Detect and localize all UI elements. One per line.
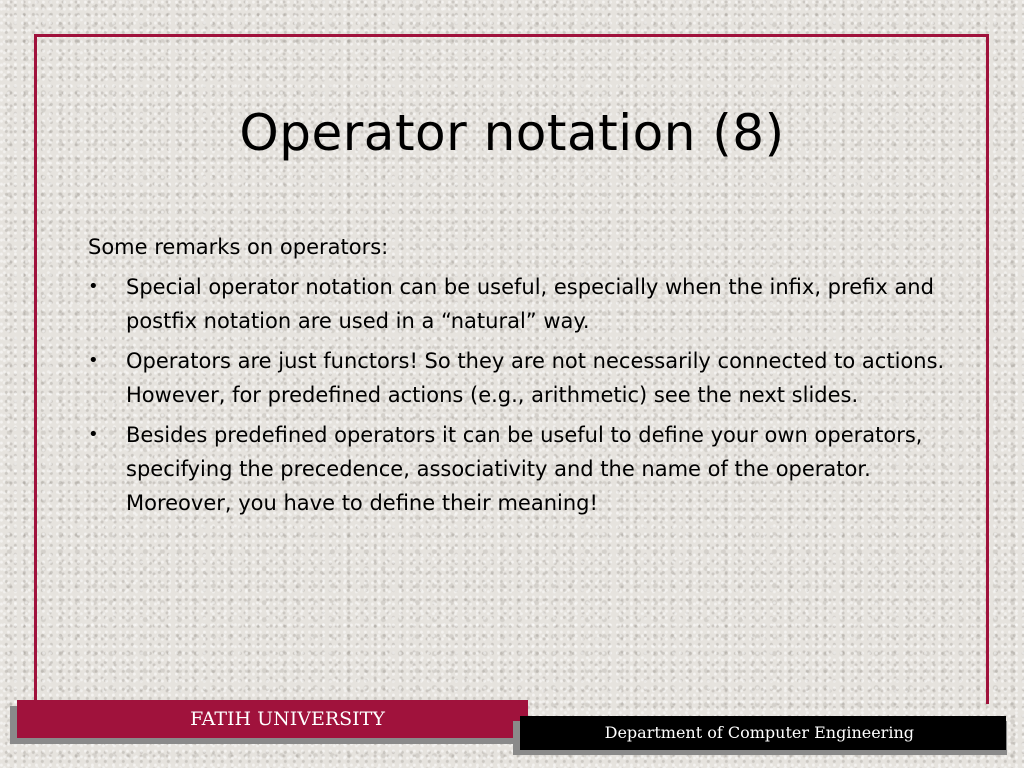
bullet-icon: •	[88, 424, 99, 445]
bullet-icon: •	[88, 350, 99, 371]
bullet-text: Operators are just functors! So they are not necessarily connected to actions. However, for predefined actions (e.g., arithmetic) see the next slides.	[126, 349, 945, 407]
bullet-list	[88, 270, 948, 520]
bullet-icon: •	[88, 276, 99, 297]
bullet-text: Besides predefined operators it can be useful to define your own operators, specifying the precedence, associativity and the name of the operator. Moreover, you have to define their meaning!	[126, 423, 923, 515]
footer-university-label: FATIH UNIVERSITY	[17, 700, 528, 738]
intro-text: Some remarks on operators:	[88, 235, 389, 259]
bullet-text: Special operator notation can be useful, especially when the infix, prefix and postfix notation are used in a “natural” way.	[126, 275, 934, 333]
bullet-item	[88, 344, 948, 412]
slide-title: Operator notation (8)	[239, 104, 785, 162]
slide-content	[88, 230, 948, 526]
footer-department-label: Department of Computer Engineering	[520, 716, 1006, 750]
bullet-item	[88, 270, 948, 338]
bullet-item	[88, 418, 948, 520]
